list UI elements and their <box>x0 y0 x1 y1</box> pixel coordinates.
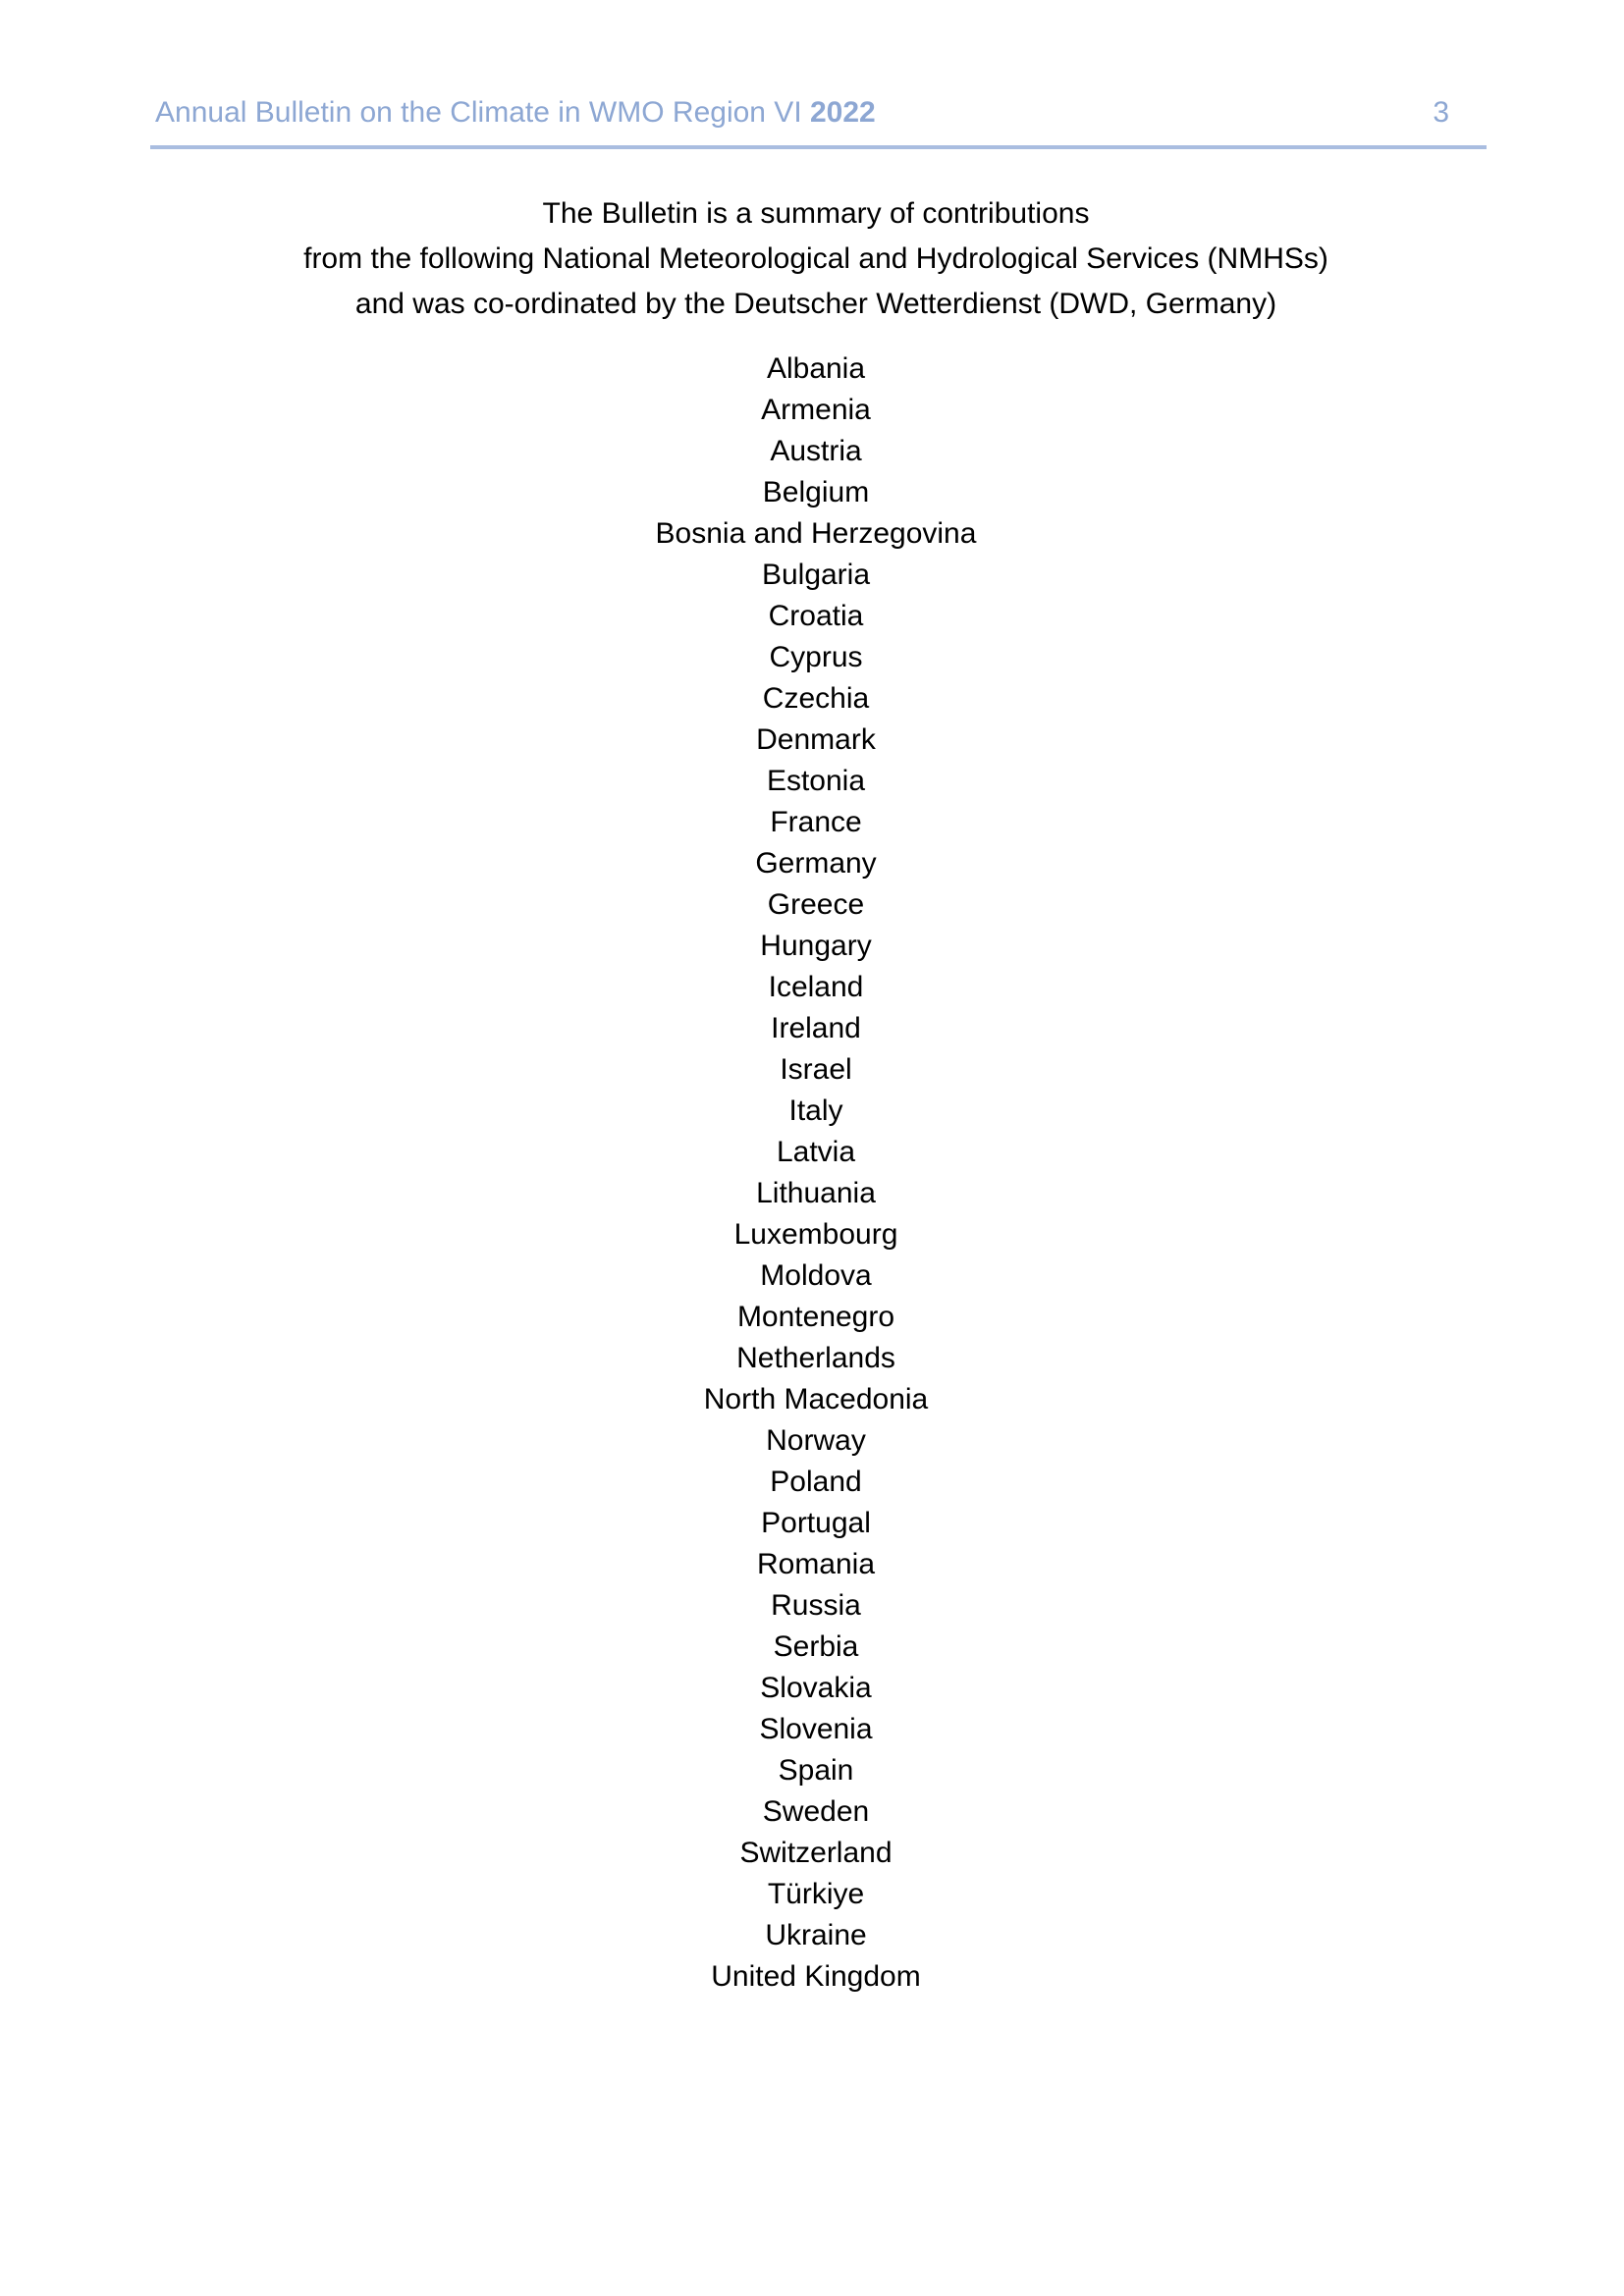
country-list-item: Croatia <box>768 600 864 632</box>
country-list-item: Germany <box>755 847 877 880</box>
header-divider <box>150 145 1487 149</box>
country-list-item: Lithuania <box>756 1177 876 1209</box>
country-list-item: Slovakia <box>760 1672 872 1704</box>
intro-line: The Bulletin is a summary of contributions <box>542 197 1090 230</box>
country-list-item: Switzerland <box>739 1837 893 1869</box>
running-title <box>155 94 876 132</box>
country-list-item: Bulgaria <box>761 559 871 591</box>
contributing-countries-list <box>0 348 1624 1998</box>
country-list-item: France <box>770 806 862 838</box>
country-list-item: North Macedonia <box>703 1383 929 1415</box>
country-list-item: Czechia <box>762 682 870 715</box>
country-list-item: Montenegro <box>736 1301 895 1333</box>
intro-line: and was co-ordinated by the Deutscher Wetterdienst (DWD, Germany) <box>354 288 1277 320</box>
country-list-item: Albania <box>766 352 866 385</box>
country-list-item: Luxembourg <box>733 1218 898 1251</box>
country-list-item: Israel <box>780 1053 852 1086</box>
running-title-year: 2022 <box>810 96 876 129</box>
running-title-text: Annual Bulletin on the Climate in WMO Region VI <box>155 96 802 129</box>
country-list-item: Netherlands <box>736 1342 895 1374</box>
country-list-item: Estonia <box>766 765 866 797</box>
country-list-item: Latvia <box>776 1136 856 1168</box>
country-list-item: Poland <box>770 1466 862 1498</box>
intro-line: from the following National Meteorological and Hydrological Services (NMHSs) <box>303 242 1328 275</box>
country-list-item: Ukraine <box>765 1919 867 1951</box>
country-list-item: Italy <box>788 1095 843 1127</box>
country-list-item: Bosnia and Herzegovina <box>655 517 977 550</box>
country-list-item: Ireland <box>771 1012 861 1044</box>
country-list-item: Spain <box>778 1754 854 1787</box>
country-list-item: Norway <box>766 1424 866 1457</box>
country-list-item: Türkiye <box>767 1878 865 1910</box>
country-list-item: Hungary <box>760 930 872 962</box>
country-list-item: Moldova <box>760 1259 872 1292</box>
intro-paragraph <box>0 191 1624 327</box>
country-list-item: Sweden <box>762 1795 870 1828</box>
country-list-item: United Kingdom <box>711 1960 921 1993</box>
country-list-item: Armenia <box>761 394 871 426</box>
country-list-item: Belgium <box>762 476 870 508</box>
country-list-item: Iceland <box>768 971 864 1003</box>
country-list-item: Austria <box>770 435 862 467</box>
page-header <box>152 94 1485 132</box>
country-list-item: Greece <box>767 888 865 921</box>
country-list-item: Portugal <box>761 1507 871 1539</box>
country-list-item: Denmark <box>756 723 876 756</box>
country-list-item: Slovenia <box>759 1713 873 1745</box>
country-list-item: Cyprus <box>769 641 863 673</box>
country-list-item: Serbia <box>773 1630 859 1663</box>
page-number: 3 <box>1433 96 1449 129</box>
country-list-item: Romania <box>756 1548 876 1580</box>
country-list-item: Russia <box>771 1589 861 1622</box>
